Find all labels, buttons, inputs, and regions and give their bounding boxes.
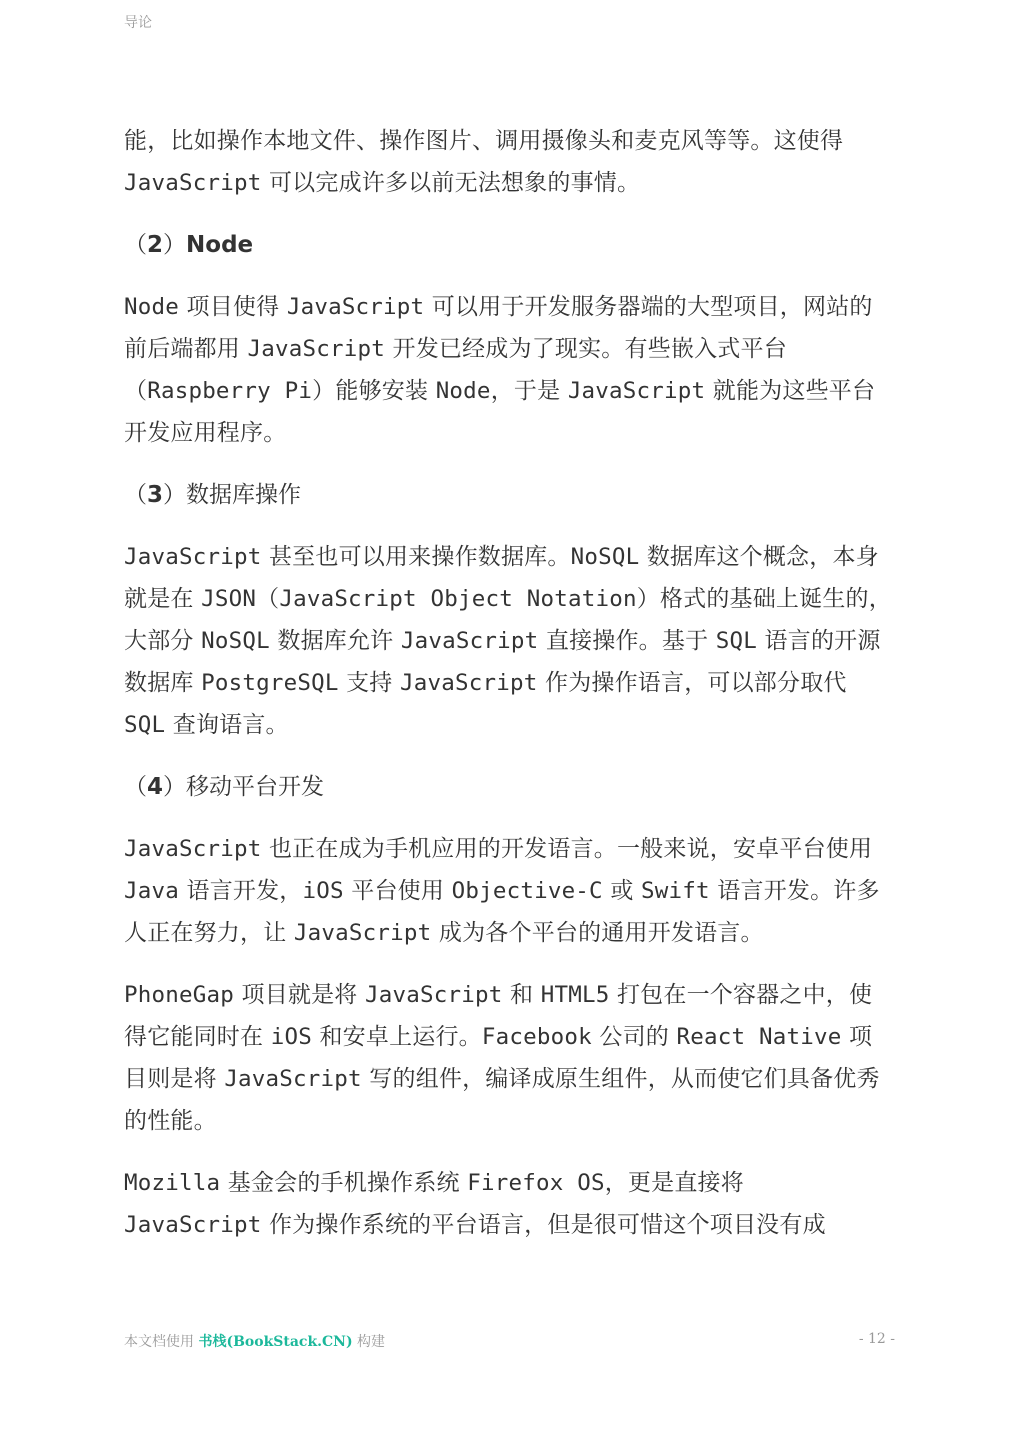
code-term: iOS [270,1024,312,1050]
text-run: 成为各个平台的通用开发语言。 [431,920,764,946]
heading-number: 4 [147,774,164,800]
section-heading-mobile [124,766,894,808]
text-run: 项目就是将 [233,982,366,1008]
code-term: JavaScript [293,920,432,946]
code-term: Mozilla [124,1170,221,1196]
paragraph-node [124,286,894,454]
text-run: 数据库这个概念，本身就是在 [124,544,879,612]
code-term: JavaScript [124,544,262,570]
paragraph-intro-continuation [124,120,894,204]
code-term: Objective-C [451,878,603,904]
footer-credit [124,1331,385,1351]
code-term: SQL [124,712,166,738]
code-term: React Native [676,1024,842,1050]
text-run: 能，比如操作本地文件、操作图片、调用摄像头和麦克风等等。这使得 [124,128,844,154]
text-run: 语言的开源数据库 [124,628,881,696]
code-term: JavaScript [400,670,538,696]
text-run: ）能够安装 [312,378,436,404]
text-run: 查询语言。 [165,712,289,738]
code-term: Node [435,378,491,404]
text-run: 开发已经成为了现实。有些嵌入式平台（ [124,336,787,404]
code-term: NoSQL [570,544,640,570]
code-term: Raspberry Pi [147,378,313,404]
section-heading-database [124,474,894,516]
code-term: PhoneGap [124,982,234,1008]
section-heading-node [124,224,894,266]
heading-title: 数据库操作 [186,482,302,508]
heading-title: Node [186,232,254,258]
text-run: 平台使用 [343,878,452,904]
code-term: PostgreSQL [201,670,339,696]
code-term: JavaScript [400,628,539,654]
text-run: 直接操作。基于 [538,628,716,654]
code-term: Firefox OS [467,1170,605,1196]
text-run: ，更是直接将 [604,1170,744,1196]
code-term: HTML5 [540,982,610,1008]
code-term: JavaScript [247,336,385,362]
code-term: Facebook [481,1024,592,1050]
text-run: 写的组件，编译成原生组件，从而使它们具备优秀的性能。 [124,1066,880,1134]
text-run: 项目使得 [179,294,287,320]
text-run: 作为操作语言，可以部分取代 [537,670,847,696]
heading-number: 2 [147,232,164,258]
text-run: 公司的 [591,1024,677,1050]
heading-paren-open: （ [124,774,147,800]
code-term: Swift [641,878,710,904]
text-run: 就能为这些平台开发应用程序。 [124,378,876,446]
text-run: 和 [502,982,541,1008]
document-body [124,120,894,1266]
paragraph-mobile [124,828,894,954]
footer-prefix: 本文档使用 [124,1334,199,1350]
text-run: 项目则是将 [124,1024,873,1092]
code-term: JSON [201,586,257,612]
text-run: 支持 [338,670,401,696]
text-run: 和安卓上运行。 [311,1024,482,1050]
paragraph-database [124,536,894,746]
code-term: JavaScript [124,836,262,862]
text-run: （ [256,586,280,612]
footer-brand-link[interactable]: 书栈(BookStack.CN) [198,1334,353,1350]
heading-paren-close: ） [163,482,187,508]
code-term: JavaScript [365,982,503,1008]
heading-paren-close: ） [163,774,187,800]
heading-paren-close: ） [163,232,187,258]
code-term: Java [124,878,179,904]
text-run: 数据库允许 [269,628,401,654]
text-run: 基金会的手机操作系统 [220,1170,468,1196]
running-header: 导论 [124,15,152,31]
code-term: SQL [715,628,758,654]
page-number: - 12 - [858,1331,895,1347]
text-run: ）格式的基础上诞生的，大部分 [124,586,892,654]
heading-number: 3 [147,482,164,508]
code-term: JavaScript [224,1066,362,1092]
text-run: 作为操作系统的平台语言，但是很可惜这个项目没有成 [261,1212,826,1238]
footer-suffix: 构建 [352,1334,386,1350]
code-term: JavaScript [286,294,425,320]
text-run: 或 [602,878,642,904]
code-term: JavaScript [567,378,706,404]
paragraph-phonegap [124,974,894,1142]
paragraph-firefox-os [124,1162,894,1246]
code-term: JavaScript [124,170,262,196]
text-run: 可以完成许多以前无法想象的事情。 [261,170,641,196]
text-run: 打包在一个容器之中，使得它能同时在 [124,982,873,1050]
text-run: ，于是 [490,378,568,404]
text-run: 也正在成为手机应用的开发语言。一般来说，安卓平台使用 [261,836,873,862]
code-term: NoSQL [201,628,270,654]
text-run: 语言开发， [179,878,303,904]
heading-paren-open: （ [124,482,147,508]
heading-paren-open: （ [124,232,147,258]
code-term: JavaScript [124,1212,262,1238]
code-term: Node [124,294,179,320]
text-run: 语言开发。许多人正在努力，让 [124,878,880,946]
code-term: iOS [302,878,344,904]
heading-title: 移动平台开发 [186,774,325,800]
code-term: JavaScript Object Notation [279,586,637,612]
text-run: 可以用于开发服务器端的大型项目，网站的前后端都用 [124,294,873,362]
text-run: 甚至也可以用来操作数据库。 [261,544,571,570]
